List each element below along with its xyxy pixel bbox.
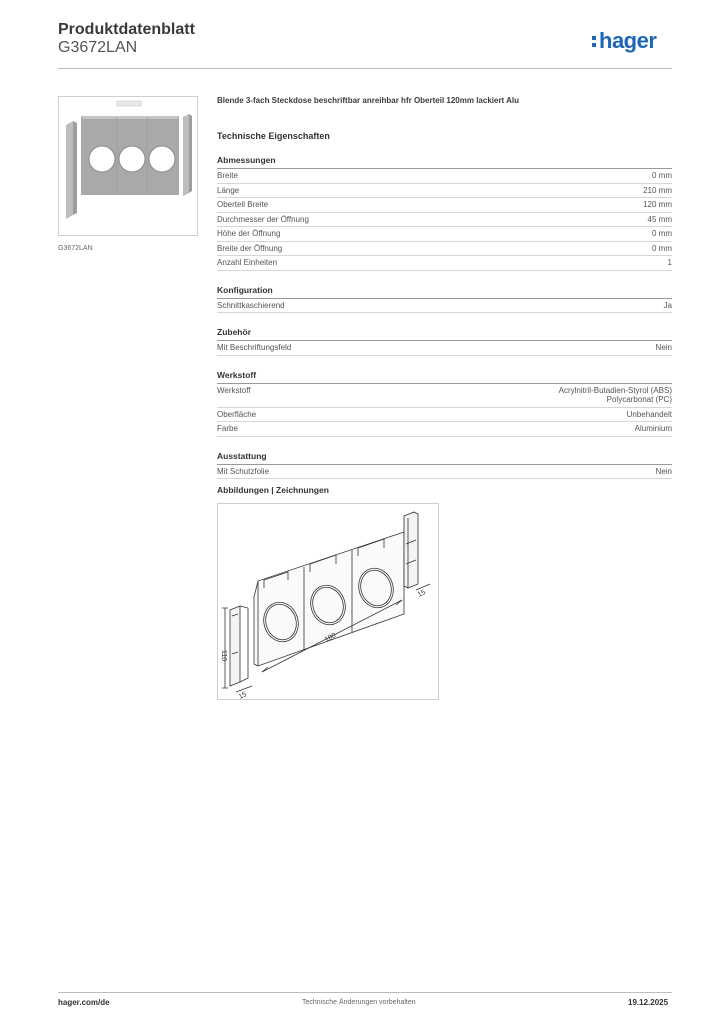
row-value: 45 mm (647, 214, 672, 224)
row-label: Höhe der Öffnung (217, 229, 281, 238)
footer-divider (58, 992, 672, 993)
footer-date: 19.12.2025 (628, 998, 669, 1007)
photo-caption: G3672LAN (58, 245, 93, 252)
row-label: Anzahl Einheiten (217, 258, 278, 267)
table-row (217, 422, 672, 437)
table-row (217, 408, 672, 423)
product-photo-icon (59, 97, 197, 235)
document-subtitle: G3672LAN (58, 39, 138, 56)
figures-title: Abbildungen | Zeichnungen (217, 485, 329, 495)
table-row (217, 341, 672, 356)
row-value: 0 mm (652, 171, 672, 180)
footer-website: hager.com/de (58, 998, 110, 1007)
group-dimensions (217, 155, 672, 271)
row-value: Aluminium (634, 424, 672, 433)
group-configuration (217, 285, 672, 314)
group-title: Ausstattung (217, 451, 672, 465)
row-label: Länge (217, 185, 240, 195)
row-value: Unbehandelt (626, 409, 672, 419)
hager-logo (592, 28, 656, 54)
technical-drawing (217, 503, 439, 700)
table-row (217, 256, 672, 271)
document-title: Produktdatenblatt (58, 21, 195, 38)
group-title: Zubehör (217, 327, 672, 341)
row-label: Durchmesser der Öffnung (217, 214, 309, 224)
table-row (217, 242, 672, 257)
group-accessories (217, 327, 672, 356)
row-label: Mit Beschriftungsfeld (217, 343, 292, 352)
row-value: 0 mm (652, 229, 672, 238)
row-label: Mit Schutzfolie (217, 466, 270, 476)
group-title: Werkstoff (217, 370, 672, 384)
dim-180-label: 180 (323, 632, 338, 644)
row-label: Schnittkaschierend (217, 300, 285, 310)
table-row (217, 184, 672, 199)
row-value: Ja (663, 300, 672, 310)
dim-110-label: 110 (220, 650, 227, 662)
table-row (217, 213, 672, 228)
row-value: Nein (655, 466, 672, 476)
row-value-line: Acrylnitril-Butadien-Styrol (ABS) (558, 385, 672, 395)
row-value: Nein (655, 343, 672, 352)
table-row (217, 227, 672, 242)
group-title: Konfiguration (217, 285, 672, 299)
row-label: Oberteil Breite (217, 200, 269, 209)
technical-properties (217, 96, 672, 479)
row-label: Oberfläche (217, 409, 257, 419)
product-photo (58, 96, 198, 236)
row-value (559, 386, 672, 405)
product-description: Blende 3-fach Steckdose beschriftbar anreihbar hfr Oberteil 120mm lackiert Alu (217, 96, 520, 105)
table-row (217, 299, 672, 314)
group-equipment (217, 451, 672, 480)
footer-note: Technische Änderungen vorbehalten (302, 999, 416, 1006)
technical-properties-title: Technische Eigenschaften (217, 131, 330, 141)
table-row (217, 384, 672, 408)
table-row (217, 169, 672, 184)
header-divider (58, 68, 672, 69)
table-row (217, 198, 672, 213)
group-material (217, 370, 672, 437)
row-label: Werkstoff (217, 385, 251, 395)
row-value: 1 (667, 258, 672, 267)
row-label: Breite der Öffnung (217, 243, 283, 253)
row-label: Breite (217, 171, 238, 180)
row-value: 210 mm (643, 185, 672, 195)
row-value: 120 mm (643, 200, 672, 209)
row-label: Farbe (217, 424, 238, 433)
dim-15-right-label: 15 (416, 589, 427, 599)
dim-15-left-label: 15 (237, 691, 248, 699)
row-value: 0 mm (652, 243, 672, 253)
row-value-line: Polycarbonat (PC) (606, 395, 672, 404)
logo-dots-icon (592, 33, 597, 49)
logo-text: hager (599, 28, 657, 53)
technical-drawing-icon (218, 504, 438, 699)
table-row (217, 465, 672, 480)
group-title: Abmessungen (217, 155, 672, 169)
